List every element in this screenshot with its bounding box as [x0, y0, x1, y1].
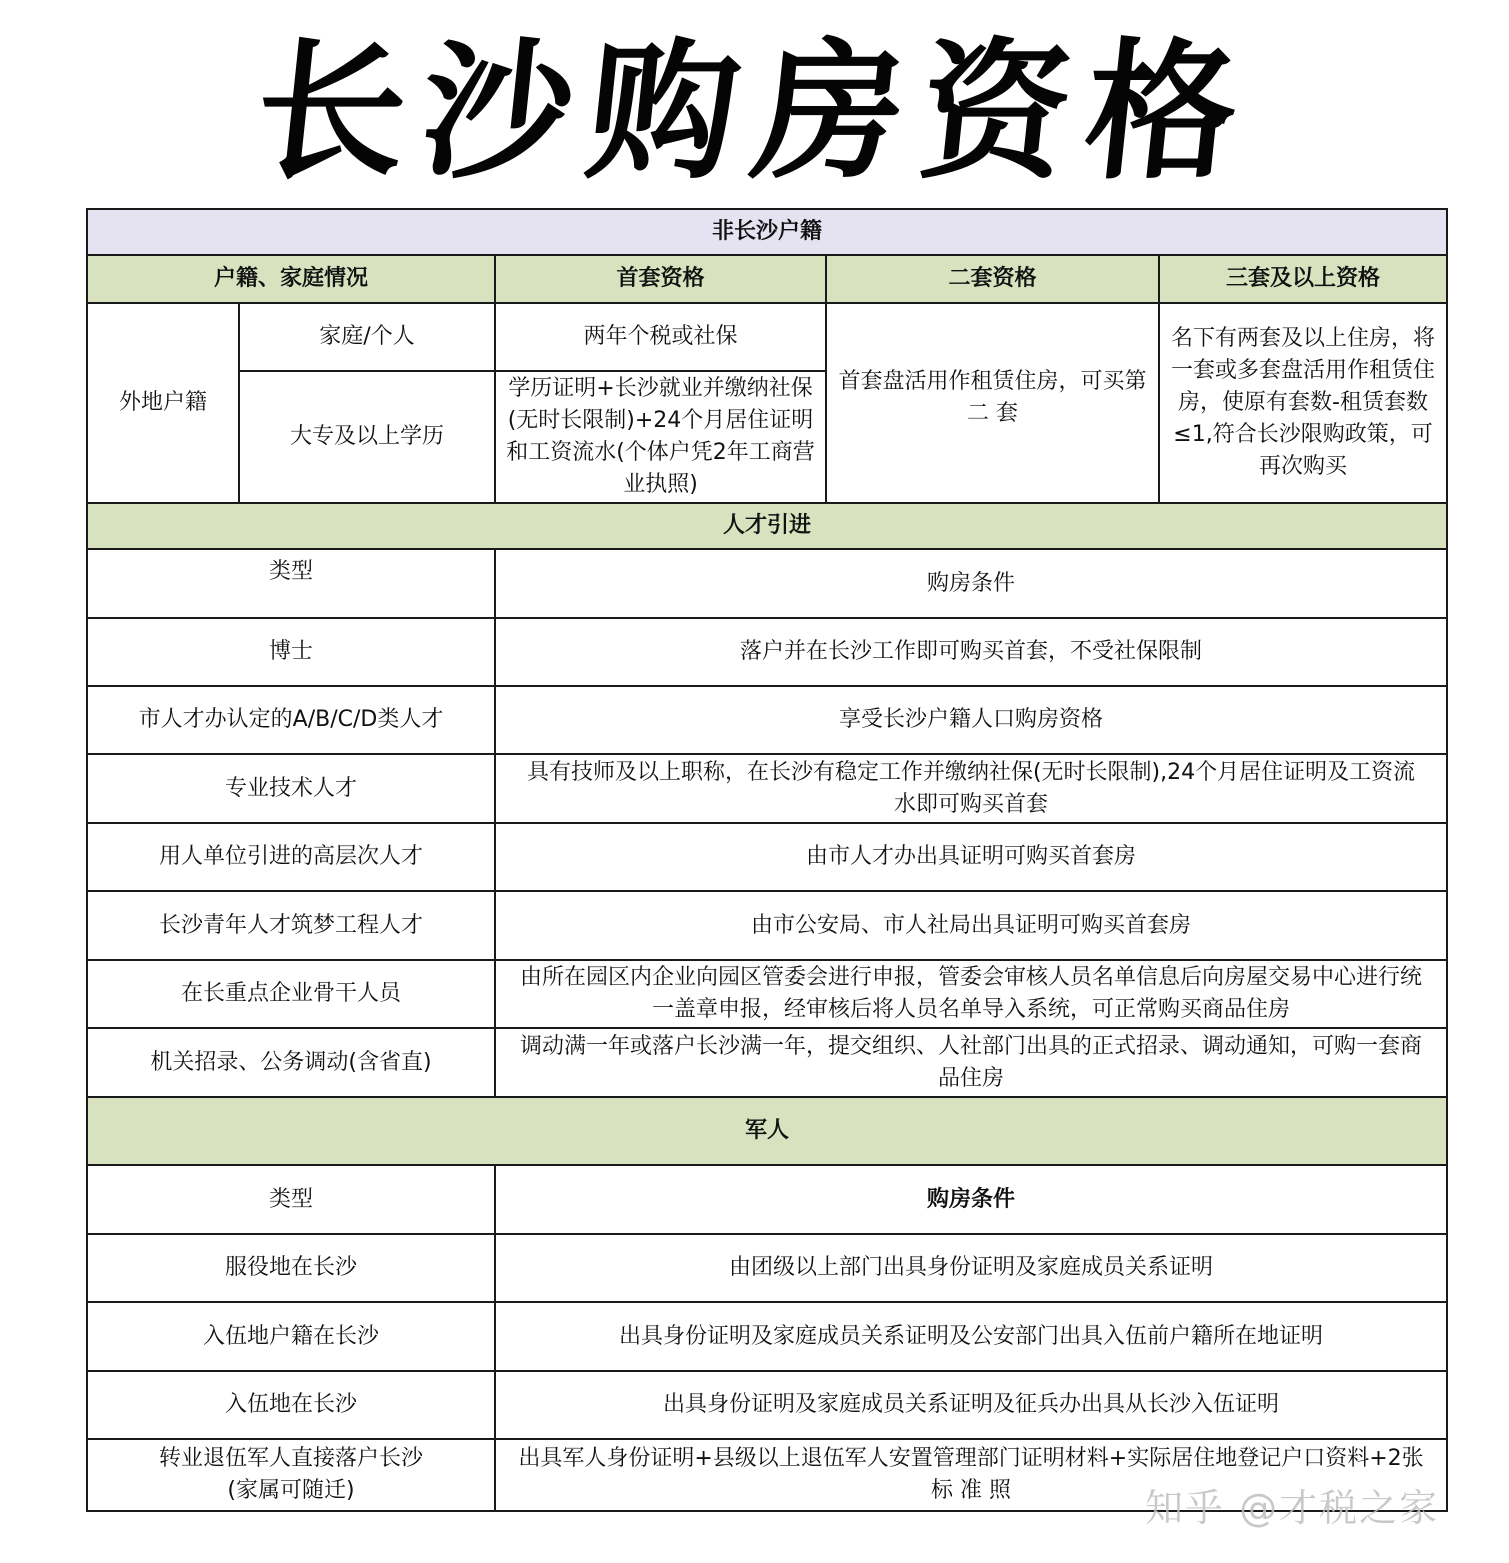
first-home-college: 学历证明+长沙就业并缴纳社保(无时长限制)+24个月居住证明和工资流水(个体户凭2年工商营业执照) [495, 371, 826, 503]
housing-qualification-table [86, 208, 1448, 1512]
talent-type: 专业技术人才 [87, 754, 495, 823]
talent-col-condition: 购房条件 [495, 549, 1447, 618]
talent-col-type: 类型 [87, 549, 495, 618]
talent-type: 博士 [87, 618, 495, 686]
talent-condition: 具有技师及以上职称，在长沙有稳定工作并缴纳社保(无时长限制),24个月居住证明及工资流水即可购买首套 [495, 754, 1447, 823]
talent-condition: 享受长沙户籍人口购房资格 [495, 686, 1447, 754]
section-header-talent: 人才引进 [87, 503, 1447, 549]
section-header-military: 军人 [87, 1097, 1447, 1165]
second-home-condition [826, 303, 1159, 503]
first-home-family: 两年个税或社保 [495, 303, 826, 371]
col-header-third-home: 三套及以上资格 [1159, 255, 1447, 303]
military-type: 入伍地在长沙 [87, 1371, 495, 1439]
sub-family-individual: 家庭/个人 [239, 303, 495, 371]
talent-condition: 由所在园区内企业向园区管委会进行申报，管委会审核人员名单信息后向房屋交易中心进行统一盖章申报，经审核后将人员名单导入系统，可正常购买商品住房 [495, 960, 1447, 1028]
category-nonlocal-household: 外地户籍 [87, 303, 239, 503]
military-condition-veteran: 出具军人身份证明+县级以上退伍军人安置管理部门证明材料+实际居住地登记户口资料+2张标 准 照 [495, 1439, 1447, 1511]
veteran-type-line1: 转业退伍军人直接落户长沙 [158, 1446, 423, 1471]
talent-condition: 落户并在长沙工作即可购买首套，不受社保限制 [495, 618, 1447, 686]
military-col-type: 类型 [87, 1165, 495, 1234]
talent-type: 长沙青年人才筑梦工程人才 [87, 891, 495, 960]
col-header-first-home: 首套资格 [495, 255, 826, 303]
talent-condition: 由市公安局、市人社局出具证明可购买首套房 [495, 891, 1447, 960]
talent-condition: 调动满一年或落户长沙满一年，提交组织、人社部门出具的正式招录、调动通知，可购一套商品住房 [495, 1028, 1447, 1097]
talent-type: 用人单位引进的高层次人才 [87, 823, 495, 891]
page-title: 长沙购房资格 [247, 24, 1262, 200]
col-header-household: 户籍、家庭情况 [87, 255, 495, 303]
military-condition: 出具身份证明及家庭成员关系证明及公安部门出具入伍前户籍所在地证明 [495, 1302, 1447, 1371]
military-type-veteran [87, 1439, 495, 1511]
sub-college-degree: 大专及以上学历 [239, 371, 495, 503]
col-header-second-home: 二套资格 [826, 255, 1159, 303]
military-condition: 由团级以上部门出具身份证明及家庭成员关系证明 [495, 1234, 1447, 1302]
military-type: 入伍地户籍在长沙 [87, 1302, 495, 1371]
military-col-condition: 购房条件 [495, 1165, 1447, 1234]
talent-type: 在长重点企业骨干人员 [87, 960, 495, 1028]
second-home-text: 首套盘活用作租赁住房，可买第 二 套 [838, 369, 1147, 426]
veteran-type-line2: (家属可随迁) [227, 1478, 355, 1503]
talent-condition: 由市人才办出具证明可购买首套房 [495, 823, 1447, 891]
talent-type: 机关招录、公务调动(含省直) [87, 1028, 495, 1097]
military-type: 服役地在长沙 [87, 1234, 495, 1302]
section-header-non-changsha: 非长沙户籍 [87, 209, 1447, 255]
watermark: 知乎 @才税之家 [1145, 1486, 1440, 1530]
third-home-condition: 名下有两套及以上住房，将一套或多套盘活用作租赁住房，使原有套数-租赁套数≤1,符合长沙限购政策，可再次购买 [1159, 303, 1447, 503]
military-condition: 出具身份证明及家庭成员关系证明及征兵办出具从长沙入伍证明 [495, 1371, 1447, 1439]
talent-type: 市人才办认定的A/B/C/D类人才 [87, 686, 495, 754]
